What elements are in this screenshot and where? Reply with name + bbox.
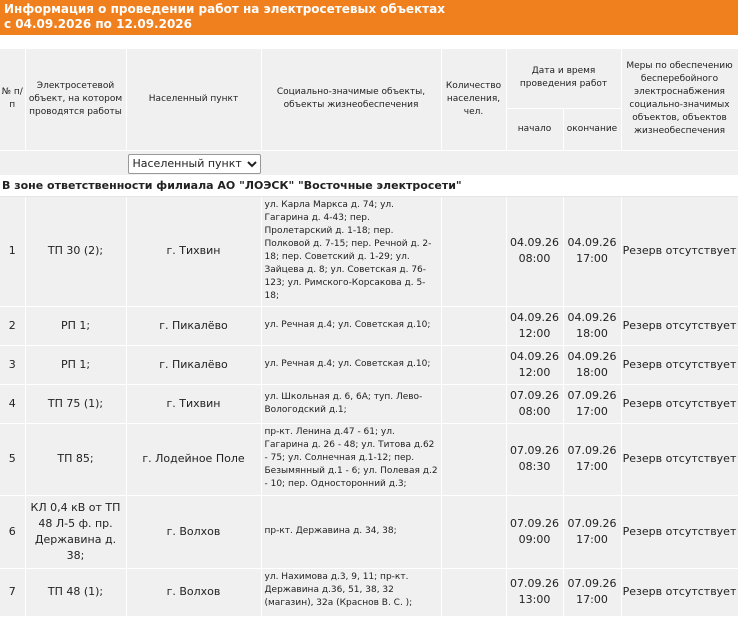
start-date: 07.09.26 xyxy=(510,577,559,590)
cell-measures: Резерв отсутствует xyxy=(621,423,738,495)
cell-measures: Резерв отсутствует xyxy=(621,495,738,568)
cell-settlement: г. Тихвин xyxy=(126,384,261,423)
cell-num: 6 xyxy=(0,495,25,568)
header-datetime: Дата и время проведения работ xyxy=(506,49,621,108)
settlement-filter-cell xyxy=(126,150,261,175)
cell-population xyxy=(441,384,506,423)
cell-object: РП 1; xyxy=(25,345,126,384)
cell-start xyxy=(506,495,563,568)
start-date: 04.09.26 xyxy=(510,310,559,324)
cell-settlement: г. Пикалёво xyxy=(126,306,261,345)
header-measures: Меры по обеспечению бесперебойного электроснабжения социально-значимых объектов, объектов жизнеобеспечения xyxy=(621,49,738,150)
cell-social-objects: ул. Школьная д. 6, 6А; туп. Лево-Вологодский д.1; xyxy=(261,384,441,423)
cell-object: КЛ 0,4 кВ от ТП 48 Л-5 ф. пр. Державина д. 38; xyxy=(25,495,126,568)
cell-population xyxy=(441,423,506,495)
cell-num: 4 xyxy=(0,384,25,423)
cell-num: 5 xyxy=(0,423,25,495)
cell-measures: Резерв отсутствует xyxy=(621,306,738,345)
end-date: 04.09.26 xyxy=(567,310,617,324)
header-social-objects: Социально-значимые объекты, объекты жизнеобеспечения xyxy=(261,49,441,150)
zone-title: В зоне ответственности филиала АО "ЛОЭСК" "Восточные электросети" xyxy=(0,175,738,196)
header-num: № п/п xyxy=(0,49,25,150)
cell-population xyxy=(441,196,506,306)
cell-object: ТП 85; xyxy=(25,423,126,495)
start-date: 04.09.26 xyxy=(510,236,559,249)
end-date: 07.09.26 xyxy=(567,388,617,402)
cell-end xyxy=(563,568,621,616)
cell-end xyxy=(563,495,621,568)
header-start: начало xyxy=(506,108,563,150)
end-date: 04.09.26 xyxy=(567,349,617,363)
table-row xyxy=(0,568,738,616)
cell-end xyxy=(563,306,621,345)
end-time: 17:00 xyxy=(576,404,608,418)
table-row xyxy=(0,306,738,345)
cell-object: РП 1; xyxy=(25,306,126,345)
cell-settlement: г. Тихвин xyxy=(126,196,261,306)
table-row xyxy=(0,345,738,384)
cell-social-objects: ул. Карла Маркса д. 74; ул. Гагарина д. 4-43; пер. Пролетарский д. 1-18; пер. Полковой д. 7-15; пер. Речной д. 2-18; пер. Советский д. 1-29; ул. Зайцева д. 8; ул. Советская д. 76-123; ул. Римского-Корсакова д. 5-18; xyxy=(261,196,441,306)
header-object: Электросетевой объект, на котором проводятся работы xyxy=(25,49,126,150)
banner-gap xyxy=(0,35,738,49)
filter-row xyxy=(0,150,738,175)
cell-num: 3 xyxy=(0,345,25,384)
settlement-filter-select[interactable] xyxy=(128,154,261,174)
start-date: 04.09.26 xyxy=(510,349,559,363)
cell-num: 7 xyxy=(0,568,25,616)
cell-social-objects: ул. Речная д.4; ул. Советская д.10; xyxy=(261,306,441,345)
cell-population xyxy=(441,495,506,568)
cell-population xyxy=(441,345,506,384)
end-time: 17:00 xyxy=(576,593,608,606)
start-time: 12:00 xyxy=(518,365,551,379)
cell-num: 1 xyxy=(0,196,25,306)
cell-start xyxy=(506,306,563,345)
table-row xyxy=(0,196,738,306)
start-date: 07.09.26 xyxy=(510,516,559,530)
table-body xyxy=(0,150,738,616)
banner-title: Информация о проведении работ на электросетевых объектах xyxy=(4,2,445,16)
header-end: окончание xyxy=(563,108,621,150)
table-row xyxy=(0,495,738,568)
table-row xyxy=(0,384,738,423)
cell-measures: Резерв отсутствует xyxy=(621,384,738,423)
cell-social-objects: ул. Нахимова д.3, 9, 11; пр-кт. Державина д.36, 51, 38, 32 (магазин), 32а (Краснов В. С. ); xyxy=(261,568,441,616)
zone-row xyxy=(0,175,738,196)
cell-measures: Резерв отсутствует xyxy=(621,196,738,306)
cell-start xyxy=(506,384,563,423)
end-time: 17:00 xyxy=(576,252,608,265)
cell-end xyxy=(563,423,621,495)
end-date: 07.09.26 xyxy=(567,444,617,457)
start-time: 08:00 xyxy=(518,404,551,418)
start-time: 08:30 xyxy=(518,460,551,473)
cell-social-objects: пр-кт. Ленина д.47 - 61; ул. Гагарина д. 26 - 48; ул. Титова д.62 - 75; ул. Солнечная д.1-12; пер. Безымянный д.1 - 6; ул. Полевая д.2 - 10; пер. Односторонний д.3; xyxy=(261,423,441,495)
cell-social-objects: пр-кт. Державина д. 34, 38; xyxy=(261,495,441,568)
cell-start xyxy=(506,568,563,616)
cell-population xyxy=(441,306,506,345)
page-banner xyxy=(0,0,738,35)
start-time: 12:00 xyxy=(518,326,551,340)
cell-object: ТП 30 (2); xyxy=(25,196,126,306)
start-time: 08:00 xyxy=(518,252,551,265)
cell-object: ТП 75 (1); xyxy=(25,384,126,423)
end-time: 18:00 xyxy=(576,365,608,379)
cell-object: ТП 48 (1); xyxy=(25,568,126,616)
end-date: 07.09.26 xyxy=(567,577,617,590)
cell-start xyxy=(506,196,563,306)
cell-start xyxy=(506,423,563,495)
cell-settlement: г. Волхов xyxy=(126,495,261,568)
cell-social-objects: ул. Речная д.4; ул. Советская д.10; xyxy=(261,345,441,384)
cell-settlement: г. Волхов xyxy=(126,568,261,616)
cell-end xyxy=(563,345,621,384)
header-settlement: Населенный пункт xyxy=(126,49,261,150)
cell-population xyxy=(441,568,506,616)
end-time: 17:00 xyxy=(576,460,608,473)
table-row xyxy=(0,423,738,495)
end-date: 04.09.26 xyxy=(567,236,617,249)
cell-settlement: г. Лодейное Поле xyxy=(126,423,261,495)
end-time: 17:00 xyxy=(576,532,608,546)
cell-measures: Резерв отсутствует xyxy=(621,345,738,384)
cell-end xyxy=(563,196,621,306)
table-header xyxy=(0,49,738,150)
cell-settlement: г. Пикалёво xyxy=(126,345,261,384)
cell-measures: Резерв отсутствует xyxy=(621,568,738,616)
start-time: 13:00 xyxy=(518,593,551,606)
banner-date-range: с 04.09.2026 по 12.09.2026 xyxy=(4,17,193,31)
start-date: 07.09.26 xyxy=(510,388,559,402)
header-population: Количество населения, чел. xyxy=(441,49,506,150)
start-time: 09:00 xyxy=(518,532,551,546)
works-table xyxy=(0,49,738,617)
end-date: 07.09.26 xyxy=(567,516,617,530)
cell-start xyxy=(506,345,563,384)
start-date: 07.09.26 xyxy=(510,444,559,457)
cell-num: 2 xyxy=(0,306,25,345)
end-time: 18:00 xyxy=(576,326,608,340)
cell-end xyxy=(563,384,621,423)
